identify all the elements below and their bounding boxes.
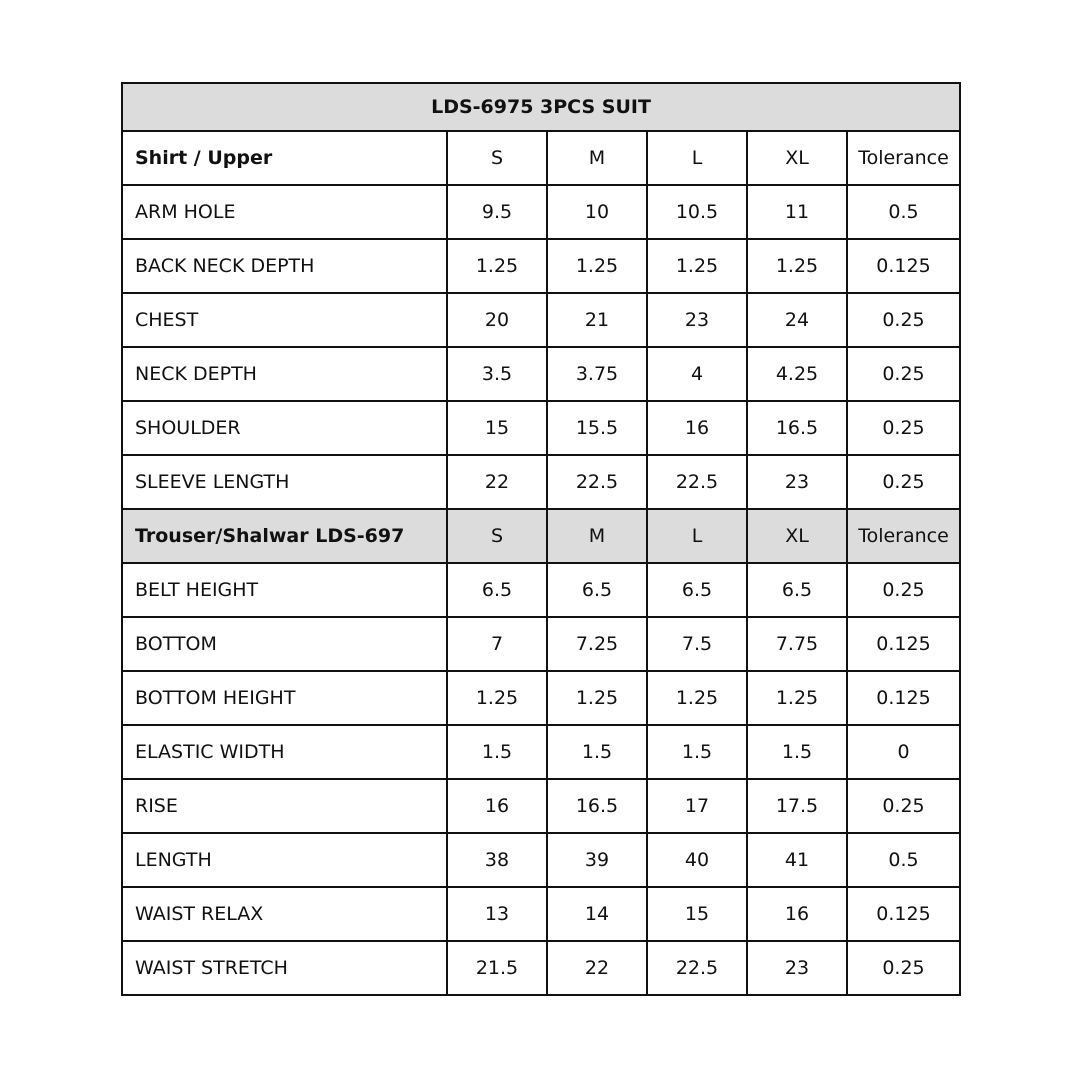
measurement-value: 10 bbox=[547, 185, 647, 239]
measurement-value: 22 bbox=[447, 455, 547, 509]
measurement-value: 6.5 bbox=[447, 563, 547, 617]
measurement-value: 6.5 bbox=[547, 563, 647, 617]
measurement-value: 16 bbox=[447, 779, 547, 833]
measurement-name: BOTTOM bbox=[122, 617, 447, 671]
measurement-value: 1.25 bbox=[547, 239, 647, 293]
measurement-value: 1.25 bbox=[647, 239, 747, 293]
tolerance-value: 0.5 bbox=[847, 833, 960, 887]
measurement-name: BACK NECK DEPTH bbox=[122, 239, 447, 293]
measurement-value: 1.5 bbox=[647, 725, 747, 779]
table-row bbox=[122, 293, 960, 347]
measurement-value: 7.5 bbox=[647, 617, 747, 671]
measurement-name: LENGTH bbox=[122, 833, 447, 887]
measurement-value: 6.5 bbox=[647, 563, 747, 617]
measurement-value: 1.25 bbox=[747, 671, 847, 725]
size-header-s: S bbox=[447, 509, 547, 563]
tolerance-value: 0.125 bbox=[847, 671, 960, 725]
measurement-value: 21.5 bbox=[447, 941, 547, 995]
tolerance-value: 0 bbox=[847, 725, 960, 779]
size-header-xl: XL bbox=[747, 509, 847, 563]
measurement-value: 38 bbox=[447, 833, 547, 887]
measurement-value: 22.5 bbox=[647, 455, 747, 509]
measurement-value: 14 bbox=[547, 887, 647, 941]
size-header-xl: XL bbox=[747, 131, 847, 185]
table-row bbox=[122, 725, 960, 779]
measurement-value: 3.5 bbox=[447, 347, 547, 401]
tolerance-value: 0.5 bbox=[847, 185, 960, 239]
measurement-value: 13 bbox=[447, 887, 547, 941]
measurement-name: SLEEVE LENGTH bbox=[122, 455, 447, 509]
section-header-label: Trouser/Shalwar LDS-697 bbox=[122, 509, 447, 563]
measurement-value: 17.5 bbox=[747, 779, 847, 833]
measurement-name: BOTTOM HEIGHT bbox=[122, 671, 447, 725]
measurement-value: 1.25 bbox=[447, 671, 547, 725]
measurement-name: SHOULDER bbox=[122, 401, 447, 455]
measurement-value: 6.5 bbox=[747, 563, 847, 617]
table-row bbox=[122, 941, 960, 995]
tolerance-header: Tolerance bbox=[847, 131, 960, 185]
table-row bbox=[122, 671, 960, 725]
measurement-value: 4 bbox=[647, 347, 747, 401]
table-row bbox=[122, 833, 960, 887]
tolerance-header: Tolerance bbox=[847, 509, 960, 563]
table-row bbox=[122, 617, 960, 671]
measurement-value: 24 bbox=[747, 293, 847, 347]
title-row bbox=[122, 83, 960, 131]
measurement-value: 3.75 bbox=[547, 347, 647, 401]
size-header-s: S bbox=[447, 131, 547, 185]
table-row bbox=[122, 185, 960, 239]
measurement-value: 9.5 bbox=[447, 185, 547, 239]
measurement-name: RISE bbox=[122, 779, 447, 833]
measurement-value: 22 bbox=[547, 941, 647, 995]
measurement-value: 1.25 bbox=[547, 671, 647, 725]
measurement-value: 7.75 bbox=[747, 617, 847, 671]
measurement-name: NECK DEPTH bbox=[122, 347, 447, 401]
section-header-row bbox=[122, 509, 960, 563]
measurement-value: 1.25 bbox=[747, 239, 847, 293]
measurement-value: 7.25 bbox=[547, 617, 647, 671]
measurement-value: 16 bbox=[747, 887, 847, 941]
measurement-name: CHEST bbox=[122, 293, 447, 347]
measurement-value: 23 bbox=[747, 455, 847, 509]
section-header-row bbox=[122, 131, 960, 185]
table-row bbox=[122, 455, 960, 509]
table-row bbox=[122, 563, 960, 617]
tolerance-value: 0.25 bbox=[847, 779, 960, 833]
measurement-value: 23 bbox=[647, 293, 747, 347]
measurement-value: 15.5 bbox=[547, 401, 647, 455]
tolerance-value: 0.25 bbox=[847, 401, 960, 455]
measurement-name: ELASTIC WIDTH bbox=[122, 725, 447, 779]
table-row bbox=[122, 779, 960, 833]
tolerance-value: 0.125 bbox=[847, 617, 960, 671]
measurement-value: 41 bbox=[747, 833, 847, 887]
tolerance-value: 0.125 bbox=[847, 239, 960, 293]
measurement-value: 22.5 bbox=[547, 455, 647, 509]
table-title: LDS-6975 3PCS SUIT bbox=[122, 83, 960, 131]
measurement-value: 4.25 bbox=[747, 347, 847, 401]
measurement-value: 1.5 bbox=[747, 725, 847, 779]
measurement-value: 11 bbox=[747, 185, 847, 239]
section-header-label: Shirt / Upper bbox=[122, 131, 447, 185]
measurement-value: 15 bbox=[647, 887, 747, 941]
measurement-value: 16.5 bbox=[747, 401, 847, 455]
measurement-value: 23 bbox=[747, 941, 847, 995]
measurement-value: 22.5 bbox=[647, 941, 747, 995]
measurement-value: 15 bbox=[447, 401, 547, 455]
size-chart-table bbox=[121, 82, 961, 996]
measurement-name: BELT HEIGHT bbox=[122, 563, 447, 617]
measurement-value: 21 bbox=[547, 293, 647, 347]
tolerance-value: 0.25 bbox=[847, 347, 960, 401]
measurement-value: 1.5 bbox=[547, 725, 647, 779]
measurement-value: 1.25 bbox=[647, 671, 747, 725]
tolerance-value: 0.125 bbox=[847, 887, 960, 941]
tolerance-value: 0.25 bbox=[847, 293, 960, 347]
measurement-value: 10.5 bbox=[647, 185, 747, 239]
measurement-name: ARM HOLE bbox=[122, 185, 447, 239]
measurement-value: 40 bbox=[647, 833, 747, 887]
table-row bbox=[122, 401, 960, 455]
measurement-value: 16.5 bbox=[547, 779, 647, 833]
measurement-name: WAIST RELAX bbox=[122, 887, 447, 941]
tolerance-value: 0.25 bbox=[847, 941, 960, 995]
measurement-value: 20 bbox=[447, 293, 547, 347]
measurement-name: WAIST STRETCH bbox=[122, 941, 447, 995]
size-header-l: L bbox=[647, 509, 747, 563]
size-header-m: M bbox=[547, 509, 647, 563]
table-row bbox=[122, 239, 960, 293]
table-row bbox=[122, 887, 960, 941]
measurement-value: 1.25 bbox=[447, 239, 547, 293]
measurement-value: 39 bbox=[547, 833, 647, 887]
measurement-value: 7 bbox=[447, 617, 547, 671]
measurement-value: 1.5 bbox=[447, 725, 547, 779]
tolerance-value: 0.25 bbox=[847, 563, 960, 617]
size-header-l: L bbox=[647, 131, 747, 185]
table-row bbox=[122, 347, 960, 401]
size-header-m: M bbox=[547, 131, 647, 185]
tolerance-value: 0.25 bbox=[847, 455, 960, 509]
measurement-value: 17 bbox=[647, 779, 747, 833]
measurement-value: 16 bbox=[647, 401, 747, 455]
